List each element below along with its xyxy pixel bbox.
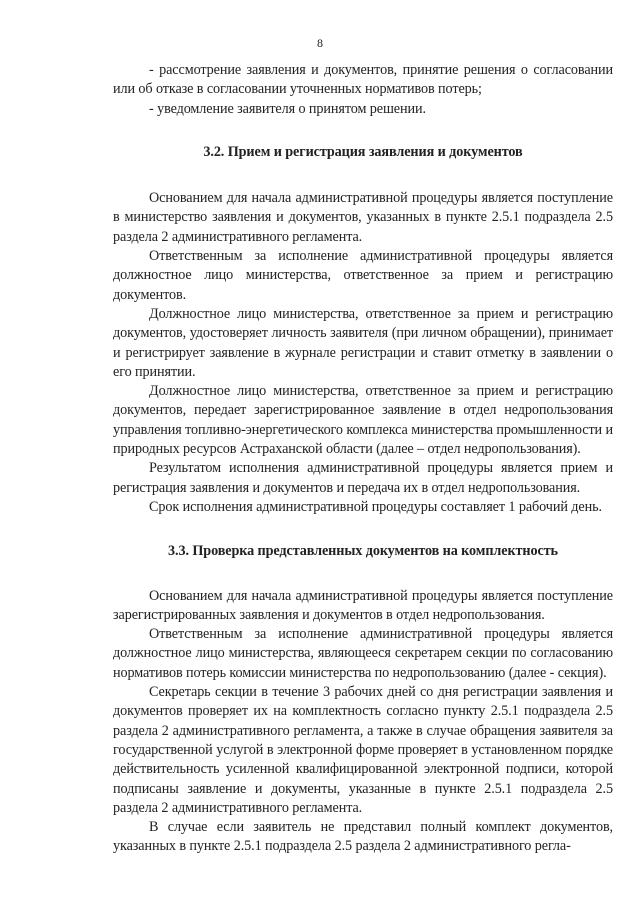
page-content <box>113 61 613 857</box>
paragraph: Результатом исполнения административной процедуры является прием и регистрация заявления и документов и передача их в отдел недропользования. <box>113 460 613 496</box>
paragraph: Основанием для начала административной процедуры является поступление зарегистрированных заявления и документов в отдел недропользования. <box>113 587 613 623</box>
section-heading-3-3: 3.3. Проверка представленных документов на комплектность <box>168 543 558 560</box>
paragraph: Основанием для начала административной процедуры является поступление в министерство заявления и документов, указанных в пункте 2.5.1 подраздела 2.5 раздела 2 административного регламента. <box>113 190 613 245</box>
paragraph: Секретарь секции в течение 3 рабочих дней со дня регистрации заявления и документов проверяет их на комплектность согласно пункту 2.5.1 подраздела 2.5 раздела 2 административного регламента, а также в случае обращения заявителя за государственной услугой в электронной форме проверяет в установленном порядке действительность усиленной квалифицированной электронной подписи, которой подписаны заявление и документы, указанные в пункте 2.5.1 подраздела 2.5 раздела 2 административного регламента. <box>113 684 613 816</box>
page-number: 8 <box>317 36 323 50</box>
paragraph: Должностное лицо министерства, ответственное за прием и регистрацию документов, передает зарегистрированное заявление в отдел недропользования управления топливно-энергетического комплекса министерства промышленности и природных ресурсов Астраханской области (далее – отдел недропользования). <box>113 383 613 458</box>
list-item: - уведомление заявителя о принятом решении. <box>149 100 426 117</box>
paragraph: Ответственным за исполнение административной процедуры является должностное лицо министерства, являющееся секретарем секции по согласованию нормативов потерь комиссии министерства по недропользованию (далее - секция). <box>113 626 613 681</box>
paragraph: Ответственным за исполнение административной процедуры является должностное лицо министерства, ответственное за прием и регистрацию документов. <box>113 248 613 303</box>
paragraph: Должностное лицо министерства, ответственное за прием и регистрацию документов, удостоверяет личность заявителя (при личном обращении), принимает и регистрирует заявление в журнале регистрации и ставит отметку в заявлении о его принятии. <box>113 305 613 380</box>
paragraph: Срок исполнения административной процедуры составляет 1 рабочий день. <box>149 498 602 515</box>
list-item: - рассмотрение заявления и документов, принятие решения о согласовании или об отказе в согласовании уточненных нормативов потерь; <box>113 62 613 98</box>
section-heading-3-2: 3.2. Прием и регистрация заявления и документов <box>203 143 523 160</box>
paragraph: В случае если заявитель не представил полный комплект документов, указанных в пункте 2.5.1 подраздела 2.5 раздела 2 административного регла- <box>113 819 613 855</box>
